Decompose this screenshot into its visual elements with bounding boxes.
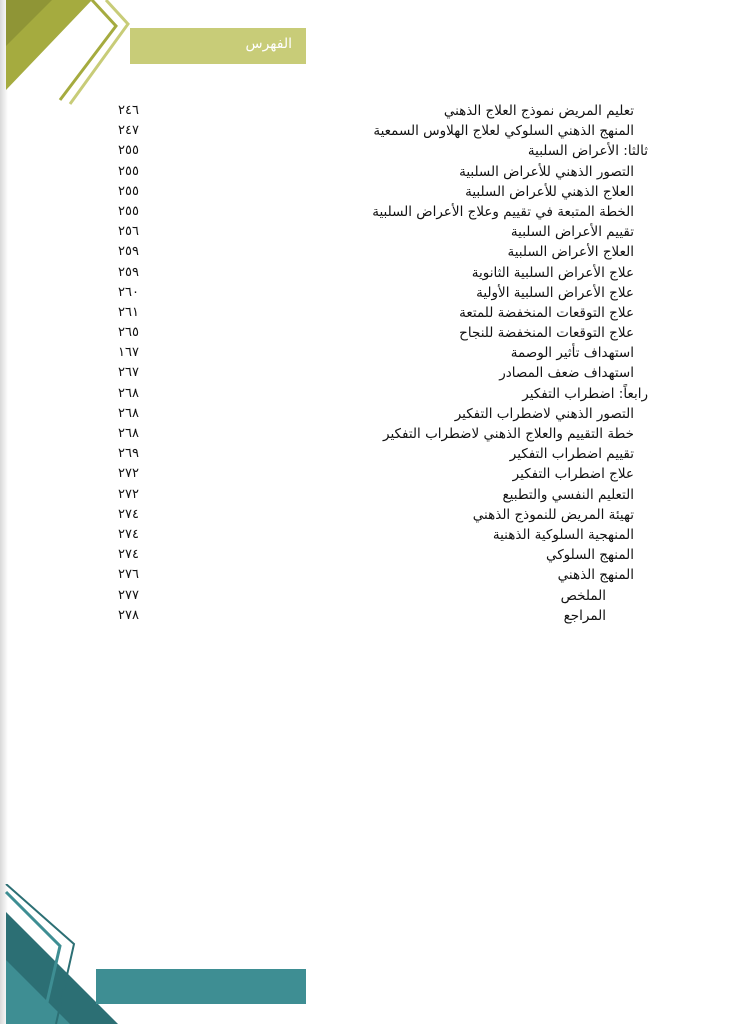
toc-entry-page: ١٦٧ [118, 345, 139, 361]
toc-entry-title: استهداف تأثير الوصمة [510, 345, 634, 362]
toc-entry-page: ٢٦١ [118, 304, 139, 320]
toc-entry-page: ٢٦٨ [118, 405, 139, 421]
toc-entry-title: علاج الأعراض السلبية الثانوية [471, 264, 634, 281]
toc-entry-title: علاج التوقعات المنخفضة للمتعة [459, 304, 634, 321]
top-corner-decoration [0, 0, 140, 110]
toc-entry-page: ٢٥٩ [118, 244, 139, 260]
toc-entry [118, 363, 634, 383]
toc-entry-page: ٢٦٨ [118, 426, 139, 441]
toc-entry [118, 283, 634, 303]
toc-entry [118, 162, 634, 182]
toc-entry-title: تقييم الأعراض السلبية [510, 224, 634, 241]
page-edge-shadow [0, 0, 8, 1024]
toc-entry [118, 323, 634, 343]
toc-entry-title: ثالثا: الأعراض السلبية [527, 143, 648, 160]
toc-entry-title: المنهج الذهني [557, 567, 634, 584]
toc-entry-title: خطة التقييم والعلاج الذهني لاضطراب التفكير [383, 426, 634, 442]
toc-entry-title: استهداف ضعف المصادر [499, 365, 634, 382]
toc-entry [118, 384, 648, 404]
toc-entry [118, 586, 634, 606]
header-bar [130, 28, 306, 64]
toc-entry-title: تعليم المريض نموذج العلاج الذهني [443, 103, 634, 119]
toc-entry-page: ٢٤٦ [118, 103, 139, 118]
toc-entry-page: ٢٥٥ [118, 143, 139, 159]
footer-bar [96, 969, 306, 1004]
toc-entry [118, 242, 634, 262]
toc-entry-title: العلاج الأعراض السلبية [507, 244, 634, 261]
toc-entry [118, 303, 634, 323]
toc-entry-title: الملخص [560, 587, 606, 604]
toc-entry [118, 565, 634, 585]
toc-entry [118, 424, 634, 444]
toc-entry-page: ٢٦٨ [118, 385, 139, 401]
toc-entry-page: ٢٧٢ [118, 466, 139, 482]
page-title: الفهرس [245, 36, 292, 52]
toc-entry-title: علاج الأعراض السلبية الأولية [476, 284, 634, 301]
toc-entry [118, 141, 648, 161]
toc-entry-page: ٢٦٥ [118, 325, 139, 341]
toc-entry-page: ٢٦٩ [118, 446, 139, 462]
toc-entry [118, 606, 634, 626]
toc-entry-title: المنهجية السلوكية الذهنية [492, 526, 634, 543]
toc-entry-page: ٢٧٢ [118, 486, 139, 502]
toc-entry-title: التصور الذهني للأعراض السلبية [459, 163, 634, 180]
toc-entry [118, 525, 634, 545]
toc-entry [118, 101, 634, 121]
toc-entry [118, 263, 634, 283]
toc-entry-title: المنهج السلوكي [545, 547, 634, 564]
toc-entry-title: رابعاً: اضطراب التفكير [522, 385, 648, 402]
toc-entry-title: العلاج الذهني للأعراض السلبية [465, 183, 634, 200]
toc-entry-page: ٢٥٥ [118, 203, 139, 219]
toc-entry [118, 464, 634, 484]
toc-entry-page: ٢٤٧ [118, 123, 139, 139]
toc-entry-title: المراجع [563, 607, 606, 624]
toc-entry [118, 545, 634, 565]
toc-entry [118, 505, 634, 525]
toc-entry-title: تقييم اضطراب التفكير [509, 446, 634, 463]
toc-entry-page: ٢٧٤ [118, 506, 139, 522]
toc-entry [118, 222, 634, 242]
toc-entry-page: ٢٧٨ [118, 607, 139, 623]
toc-entry-title: علاج اضطراب التفكير [512, 466, 634, 483]
toc-entry [118, 343, 634, 363]
toc-entry-page: ٢٥٥ [118, 183, 139, 199]
table-of-contents [118, 101, 648, 626]
toc-entry-title: علاج التوقعات المنخفضة للنجاح [459, 325, 634, 342]
toc-entry [118, 444, 634, 464]
toc-entry [118, 121, 634, 141]
toc-entry [118, 404, 634, 424]
toc-entry-page: ٢٧٤ [118, 547, 139, 563]
toc-entry-page: ٢٦٠ [118, 284, 139, 300]
toc-entry-title: التعليم النفسي والتطبيع [502, 486, 634, 503]
toc-entry-title: التصور الذهني لاضطراب التفكير [454, 405, 634, 422]
toc-entry-title: تهيئة المريض للنموذج الذهني [472, 506, 634, 523]
toc-entry [118, 182, 634, 202]
toc-entry-page: ٢٧٦ [118, 567, 139, 583]
toc-entry-page: ٢٧٤ [118, 526, 139, 542]
toc-entry-title: الخطة المتبعة في تقييم وعلاج الأعراض السلبية [372, 203, 634, 220]
toc-entry-page: ٢٥٩ [118, 264, 139, 280]
toc-entry-page: ٢٥٥ [118, 163, 139, 179]
toc-entry-title: المنهج الذهني السلوكي لعلاج الهلاوس السمعية [373, 123, 634, 140]
toc-entry-page: ٢٧٧ [118, 587, 139, 603]
toc-entry [118, 485, 634, 505]
toc-entry [118, 202, 634, 222]
toc-entry-page: ٢٦٧ [118, 365, 139, 381]
toc-entry-page: ٢٥٦ [118, 224, 139, 240]
